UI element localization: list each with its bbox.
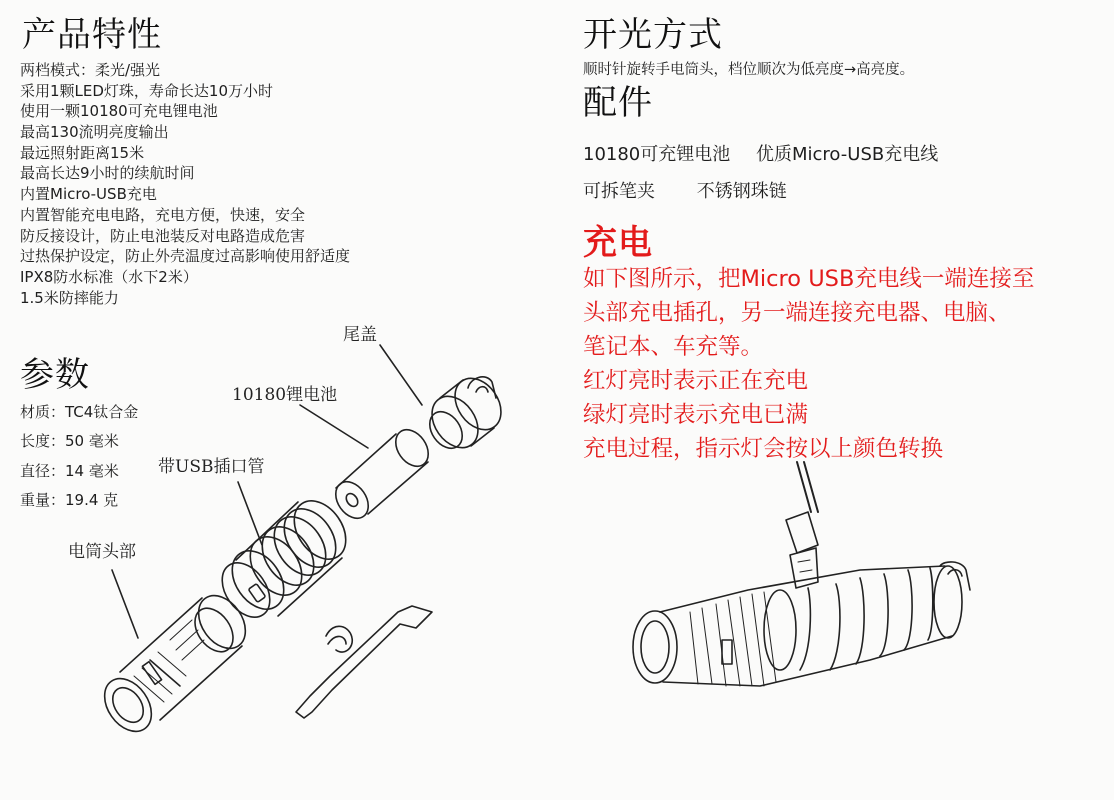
param-weight: 重量：19.4 克 — [20, 490, 119, 509]
head-part — [95, 587, 255, 740]
feature-line: 1.5米防摔能力 — [20, 288, 119, 307]
features-heading: 产品特性 — [22, 15, 162, 55]
feature-line: 采用1颗LED灯珠，寿命长达10万小时 — [20, 81, 274, 100]
feature-line: 两档模式：柔光/强光 — [20, 61, 161, 79]
accessory-bead-chain: 不锈钢珠链 — [696, 181, 787, 202]
feature-line: 过热保护设定，防止外壳温度过高影响使用舒适度 — [20, 247, 351, 266]
feature-line: IPX8防水标准（水下2米） — [20, 267, 198, 286]
charging-heading: 充电 — [583, 223, 653, 263]
charging-instructions — [583, 262, 1034, 466]
charging-line: 笔记本、车充等。 — [583, 334, 764, 360]
switch-mode-heading: 开光方式 — [583, 15, 723, 55]
charging-line: 如下图所示，把Micro USB充电线一端连接至 — [583, 266, 1035, 292]
feature-line: 最远照射距离15米 — [20, 143, 145, 162]
switch-mode-text: 顺时针旋转手电筒头，档位顺次为低亮度→高亮度。 — [583, 62, 915, 78]
feature-line: 内置Micro-USB充电 — [20, 185, 157, 204]
tail-cap-label: 尾盖 — [343, 325, 377, 345]
battery-label: 10180锂电池 — [232, 385, 338, 405]
charging-view-drawing — [633, 462, 970, 686]
accessories-row — [583, 136, 958, 173]
feature-line: 防反接设计，防止电池装反对电路造成危害 — [20, 226, 306, 245]
accessory-battery: 10180可充锂电池 — [583, 144, 731, 165]
charging-line: 头部充电插孔，另一端连接充电器、电脑、 — [583, 300, 1011, 326]
usb-tube-label: 带USB插口管 — [158, 457, 265, 477]
accessory-usb-cable: 优质Micro-USB充电线 — [756, 144, 939, 165]
accessories-list — [583, 136, 958, 210]
param-length: 长度：50 毫米 — [20, 432, 119, 451]
head-label: 电筒头部 — [68, 542, 136, 562]
charging-line: 充电过程，指示灯会按以上颜色转换 — [583, 436, 944, 462]
charging-line: 绿灯亮时表示充电已满 — [583, 402, 809, 428]
feature-line: 使用一颗10180可充电锂电池 — [20, 102, 218, 121]
param-material: 材质：TC4钛合金 — [20, 403, 139, 421]
battery-part — [329, 424, 435, 525]
feature-line: 内置智能充电电路，充电方便，快速，安全 — [20, 205, 306, 224]
feature-line: 最高长达9小时的续航时间 — [20, 164, 195, 183]
accessory-pen-clip: 可拆笔夹 — [583, 181, 655, 202]
charging-line: 红灯亮时表示正在充电 — [583, 368, 809, 394]
params-heading: 参数 — [20, 355, 90, 395]
feature-line: 最高130流明亮度输出 — [20, 123, 169, 142]
pocket-clip-part — [296, 606, 432, 718]
tail-cap-part — [423, 370, 511, 457]
accessories-heading: 配件 — [583, 83, 653, 123]
param-diameter: 直径：14 毫米 — [20, 461, 119, 480]
accessories-row — [583, 173, 958, 210]
